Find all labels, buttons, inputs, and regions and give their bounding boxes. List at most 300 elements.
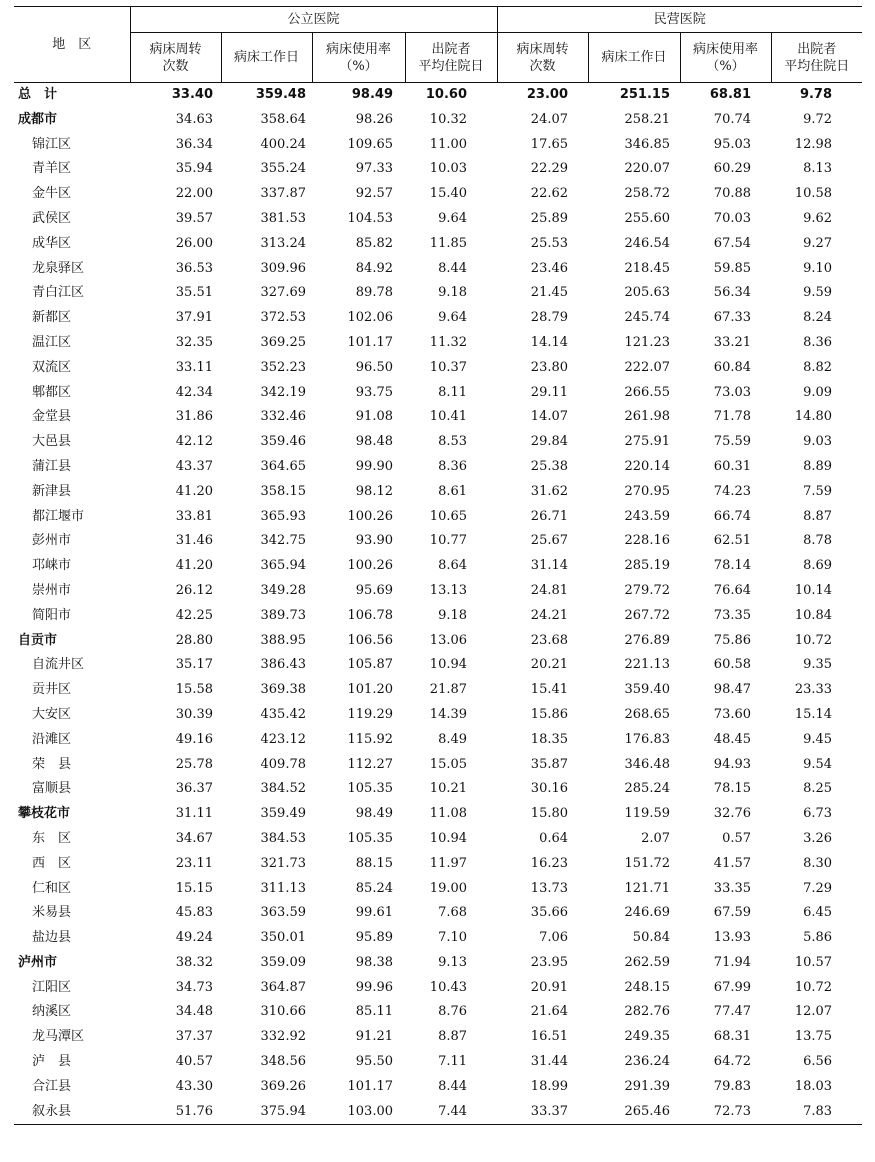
value-cell: 25.67	[530, 533, 569, 549]
value-cell: 34.67	[175, 830, 213, 846]
value-cell: 205.63	[624, 285, 671, 301]
value-cell: 105.35	[347, 781, 393, 797]
value-cell: 8.76	[438, 1004, 468, 1020]
value-cell: 68.31	[713, 1029, 752, 1045]
region-name-cell: 双流区	[32, 359, 72, 375]
value-cell: 37.37	[175, 1029, 213, 1045]
value-cell: 37.91	[175, 310, 213, 326]
value-cell: 26.12	[175, 582, 213, 598]
value-cell: 18.99	[530, 1078, 569, 1094]
value-cell: 98.12	[355, 483, 393, 499]
value-cell: 38.32	[175, 954, 213, 970]
value-cell: 9.54	[803, 756, 833, 772]
value-cell: 78.15	[713, 781, 752, 797]
region-name-cell: 叙永县	[14, 1100, 130, 1125]
value-cell: 74.23	[713, 483, 752, 499]
region-name-cell: 都江堰市	[32, 508, 85, 524]
value-cell: 31.86	[175, 409, 213, 425]
value-cell: 364.87	[260, 979, 306, 995]
value-cell: 121.23	[624, 334, 671, 350]
value-cell: 350.01	[260, 930, 306, 946]
district-row	[14, 281, 862, 306]
value-cell: 10.94	[429, 657, 468, 673]
district-row	[14, 1025, 862, 1050]
value-cell: 7.68	[438, 905, 468, 921]
value-cell: 369.25	[260, 334, 306, 350]
value-cell: 76.64	[713, 582, 752, 598]
region-column-header: 地 区	[14, 7, 130, 83]
value-cell: 285.24	[624, 781, 671, 797]
value-cell: 8.25	[803, 781, 833, 797]
value-cell: 67.54	[713, 235, 752, 251]
value-cell: 375.94	[221, 1100, 312, 1125]
value-cell: 106.56	[347, 632, 393, 648]
value-cell: 358.15	[260, 483, 306, 499]
value-cell: 33.37	[497, 1100, 588, 1125]
value-cell: 365.94	[260, 558, 306, 574]
value-cell: 258.72	[624, 186, 671, 202]
value-cell: 30.39	[175, 706, 213, 722]
hospital-bed-statistics-table	[14, 6, 862, 1125]
region-name-cell: 仁和区	[32, 880, 72, 896]
value-cell: 342.19	[260, 384, 306, 400]
value-cell: 35.17	[175, 657, 213, 673]
value-cell: 381.53	[260, 210, 306, 226]
region-name-cell: 沿滩区	[32, 731, 72, 747]
value-cell: 119.29	[347, 706, 393, 722]
value-cell: 176.83	[624, 731, 671, 747]
region-name-cell: 东 区	[32, 830, 72, 846]
value-cell: 59.85	[713, 260, 752, 276]
value-cell: 221.13	[624, 657, 671, 673]
region-name-cell: 江阳区	[32, 979, 72, 995]
value-cell: 6.56	[803, 1054, 833, 1070]
value-cell: 10.58	[794, 186, 833, 202]
region-name-cell: 简阳市	[32, 607, 72, 623]
value-cell: 68.81	[709, 87, 752, 102]
district-row	[14, 1100, 862, 1125]
district-row	[14, 356, 862, 381]
value-cell: 23.33	[794, 682, 833, 698]
region-name-cell: 金牛区	[32, 186, 72, 202]
value-cell: 18.35	[530, 731, 569, 747]
value-cell: 97.33	[355, 161, 393, 177]
value-cell: 26.00	[175, 235, 213, 251]
table-body	[14, 83, 862, 1125]
value-cell: 51.76	[130, 1100, 221, 1125]
value-cell: 26.71	[530, 508, 569, 524]
value-cell: 261.98	[624, 409, 671, 425]
region-name-cell: 泸 县	[32, 1054, 72, 1070]
value-cell: 34.73	[175, 979, 213, 995]
col-header-line: 病床使用率	[325, 41, 391, 57]
district-row	[14, 505, 862, 530]
value-cell: 10.43	[429, 979, 468, 995]
value-cell: 10.32	[429, 111, 468, 127]
total-row	[14, 83, 862, 108]
value-cell: 7.83	[771, 1100, 862, 1125]
value-cell: 24.07	[530, 111, 569, 127]
value-cell: 359.09	[260, 954, 306, 970]
col-header-public-turnover	[130, 33, 221, 83]
value-cell: 93.75	[355, 384, 393, 400]
value-cell: 337.87	[260, 186, 306, 202]
district-row	[14, 430, 862, 455]
value-cell: 359.40	[624, 682, 671, 698]
value-cell: 7.44	[405, 1100, 497, 1125]
value-cell: 243.59	[624, 508, 671, 524]
region-name-cell: 自贡市	[18, 632, 58, 648]
value-cell: 151.72	[624, 855, 671, 871]
value-cell: 17.65	[530, 136, 569, 152]
col-header-line: 出院者	[431, 41, 471, 57]
value-cell: 369.26	[260, 1078, 306, 1094]
district-row	[14, 604, 862, 629]
value-cell: 311.13	[260, 880, 306, 896]
region-name-cell: 崇州市	[32, 582, 72, 598]
value-cell: 8.61	[438, 483, 468, 499]
value-cell: 262.59	[624, 954, 671, 970]
district-row	[14, 777, 862, 802]
value-cell: 8.36	[803, 334, 833, 350]
value-cell: 60.84	[713, 359, 752, 375]
value-cell: 40.57	[175, 1054, 213, 1070]
value-cell: 91.21	[355, 1029, 393, 1045]
region-name-cell: 攀枝花市	[18, 806, 71, 822]
value-cell: 22.62	[530, 186, 569, 202]
value-cell: 11.97	[429, 855, 468, 871]
district-row	[14, 901, 862, 926]
value-cell: 85.11	[355, 1004, 393, 1020]
value-cell: 15.40	[429, 186, 468, 202]
value-cell: 103.00	[312, 1100, 405, 1125]
value-cell: 8.49	[438, 731, 468, 747]
value-cell: 285.19	[624, 558, 671, 574]
district-row	[14, 653, 862, 678]
value-cell: 60.58	[713, 657, 752, 673]
value-cell: 228.16	[624, 533, 671, 549]
value-cell: 15.86	[530, 706, 569, 722]
value-cell: 246.54	[624, 235, 671, 251]
value-cell: 77.47	[713, 1004, 752, 1020]
value-cell: 33.35	[713, 880, 752, 896]
district-row	[14, 133, 862, 158]
value-cell: 255.60	[624, 210, 671, 226]
district-row	[14, 1000, 862, 1025]
value-cell: 365.93	[260, 508, 306, 524]
region-name-cell: 荣 县	[32, 756, 72, 772]
value-cell: 349.28	[260, 582, 306, 598]
value-cell: 36.34	[175, 136, 213, 152]
value-cell: 359.49	[260, 806, 306, 822]
value-cell: 9.18	[438, 607, 468, 623]
value-cell: 8.87	[803, 508, 833, 524]
value-cell: 12.07	[794, 1004, 833, 1020]
value-cell: 251.15	[619, 87, 671, 102]
value-cell: 32.76	[713, 806, 752, 822]
district-row	[14, 579, 862, 604]
value-cell: 369.38	[260, 682, 306, 698]
value-cell: 9.35	[803, 657, 833, 673]
region-name-cell: 成都市	[18, 111, 58, 127]
value-cell: 8.87	[438, 1029, 468, 1045]
value-cell: 41.20	[175, 483, 213, 499]
value-cell: 98.26	[355, 111, 393, 127]
value-cell: 99.96	[355, 979, 393, 995]
value-cell: 121.71	[624, 880, 671, 896]
value-cell: 99.90	[355, 458, 393, 474]
value-cell: 45.83	[175, 905, 213, 921]
value-cell: 21.64	[530, 1004, 569, 1020]
value-cell: 15.80	[530, 806, 569, 822]
value-cell: 95.89	[355, 930, 393, 946]
value-cell: 11.85	[429, 235, 468, 251]
value-cell: 34.48	[175, 1004, 213, 1020]
col-header-public-avg-stay	[405, 33, 497, 83]
value-cell: 15.05	[429, 756, 468, 772]
value-cell: 75.86	[713, 632, 752, 648]
value-cell: 112.27	[347, 756, 393, 772]
value-cell: 20.21	[530, 657, 569, 673]
value-cell: 10.94	[429, 830, 468, 846]
value-cell: 42.34	[175, 384, 213, 400]
value-cell: 276.89	[624, 632, 671, 648]
value-cell: 14.80	[794, 409, 833, 425]
value-cell: 32.35	[175, 334, 213, 350]
region-name-cell: 大邑县	[32, 434, 72, 450]
value-cell: 19.00	[429, 880, 468, 896]
value-cell: 102.06	[347, 310, 393, 326]
value-cell: 9.64	[438, 310, 468, 326]
region-name-cell: 西 区	[32, 855, 72, 871]
col-header-private-turnover	[497, 33, 588, 83]
region-name-cell: 武侯区	[32, 210, 72, 226]
value-cell: 98.48	[355, 434, 393, 450]
value-cell: 275.91	[624, 434, 671, 450]
value-cell: 22.00	[175, 186, 213, 202]
district-row	[14, 926, 862, 951]
district-row	[14, 703, 862, 728]
value-cell: 15.58	[175, 682, 213, 698]
value-cell: 10.57	[794, 954, 833, 970]
value-cell: 23.80	[530, 359, 569, 375]
value-cell: 220.07	[624, 161, 671, 177]
value-cell: 95.69	[355, 582, 393, 598]
value-cell: 98.47	[713, 682, 752, 698]
col-header-line: 次数	[162, 58, 189, 74]
value-cell: 9.45	[803, 731, 833, 747]
value-cell: 115.92	[347, 731, 393, 747]
col-header-line: 病床周转	[516, 41, 569, 57]
city-row	[14, 951, 862, 976]
statistics-table-container	[14, 6, 862, 1125]
value-cell: 321.73	[260, 855, 306, 871]
region-name-cell: 龙泉驿区	[32, 260, 85, 276]
value-cell: 246.69	[624, 905, 671, 921]
value-cell: 13.93	[713, 930, 752, 946]
value-cell: 35.66	[530, 905, 569, 921]
value-cell: 70.88	[713, 186, 752, 202]
col-header-line: 病床使用率	[693, 41, 759, 57]
value-cell: 23.11	[175, 855, 213, 871]
value-cell: 14.07	[530, 409, 569, 425]
value-cell: 49.16	[175, 731, 213, 747]
value-cell: 60.29	[713, 161, 752, 177]
district-row	[14, 480, 862, 505]
value-cell: 10.84	[794, 607, 833, 623]
value-cell: 359.46	[260, 434, 306, 450]
value-cell: 332.92	[260, 1029, 306, 1045]
value-cell: 33.11	[175, 359, 213, 375]
value-cell: 41.57	[713, 855, 752, 871]
value-cell: 346.48	[624, 756, 671, 772]
value-cell: 8.13	[803, 161, 833, 177]
region-name-cell: 金堂县	[32, 409, 72, 425]
value-cell: 8.11	[438, 384, 468, 400]
value-cell: 23.95	[530, 954, 569, 970]
value-cell: 95.50	[355, 1054, 393, 1070]
value-cell: 266.55	[624, 384, 671, 400]
value-cell: 9.72	[803, 111, 833, 127]
value-cell: 0.57	[722, 830, 752, 846]
value-cell: 9.59	[803, 285, 833, 301]
value-cell: 49.24	[175, 930, 213, 946]
value-cell: 11.08	[429, 806, 468, 822]
table-header	[14, 7, 862, 83]
value-cell: 435.42	[260, 706, 306, 722]
public-hospital-group-header: 公立医院	[130, 7, 497, 33]
value-cell: 5.86	[803, 930, 833, 946]
value-cell: 7.29	[803, 880, 833, 896]
region-name-cell: 青白江区	[32, 285, 85, 301]
value-cell: 8.69	[803, 558, 833, 574]
district-row	[14, 455, 862, 480]
value-cell: 71.78	[713, 409, 752, 425]
value-cell: 9.62	[803, 210, 833, 226]
value-cell: 346.85	[624, 136, 671, 152]
region-name-cell: 总 计	[18, 87, 58, 102]
value-cell: 15.15	[175, 880, 213, 896]
region-name-cell: 青羊区	[32, 161, 72, 177]
value-cell: 72.73	[680, 1100, 771, 1125]
value-cell: 8.82	[803, 359, 833, 375]
value-cell: 10.21	[429, 781, 468, 797]
district-row	[14, 306, 862, 331]
value-cell: 31.11	[175, 806, 213, 822]
value-cell: 258.21	[624, 111, 671, 127]
value-cell: 8.78	[803, 533, 833, 549]
col-header-line: 病床工作日	[233, 50, 299, 65]
value-cell: 70.03	[713, 210, 752, 226]
value-cell: 267.72	[624, 607, 671, 623]
value-cell: 15.41	[530, 682, 569, 698]
value-cell: 384.52	[260, 781, 306, 797]
value-cell: 355.24	[260, 161, 306, 177]
value-cell: 105.35	[347, 830, 393, 846]
value-cell: 73.03	[713, 384, 752, 400]
value-cell: 10.77	[429, 533, 468, 549]
value-cell: 268.65	[624, 706, 671, 722]
value-cell: 10.41	[429, 409, 468, 425]
value-cell: 21.87	[429, 682, 468, 698]
value-cell: 99.61	[355, 905, 393, 921]
value-cell: 70.74	[713, 111, 752, 127]
region-name-cell: 温江区	[32, 334, 72, 350]
col-header-line: （%）	[706, 58, 745, 74]
value-cell: 10.72	[794, 979, 833, 995]
value-cell: 42.25	[175, 607, 213, 623]
value-cell: 2.07	[641, 830, 671, 846]
value-cell: 43.30	[175, 1078, 213, 1094]
value-cell: 8.44	[438, 260, 468, 276]
value-cell: 56.34	[713, 285, 752, 301]
value-cell: 9.13	[438, 954, 468, 970]
value-cell: 327.69	[260, 285, 306, 301]
value-cell: 8.36	[438, 458, 468, 474]
value-cell: 358.64	[260, 111, 306, 127]
value-cell: 245.74	[624, 310, 671, 326]
value-cell: 236.24	[624, 1054, 671, 1070]
value-cell: 8.53	[438, 434, 468, 450]
region-name-cell: 蒲江县	[32, 458, 72, 474]
value-cell: 10.37	[429, 359, 468, 375]
value-cell: 30.16	[530, 781, 569, 797]
value-cell: 279.72	[624, 582, 671, 598]
value-cell: 29.84	[530, 434, 569, 450]
value-cell: 101.20	[347, 682, 393, 698]
value-cell: 359.48	[255, 87, 306, 102]
value-cell: 98.49	[355, 806, 393, 822]
value-cell: 14.14	[530, 334, 569, 350]
value-cell: 31.14	[530, 558, 569, 574]
region-name-cell: 大安区	[32, 706, 72, 722]
value-cell: 31.62	[530, 483, 569, 499]
col-header-line: 病床周转	[149, 41, 202, 57]
value-cell: 16.23	[530, 855, 569, 871]
value-cell: 18.03	[794, 1078, 833, 1094]
value-cell: 35.87	[530, 756, 569, 772]
value-cell: 386.43	[260, 657, 306, 673]
value-cell: 75.59	[713, 434, 752, 450]
district-row	[14, 852, 862, 877]
city-row	[14, 629, 862, 654]
value-cell: 85.24	[355, 880, 393, 896]
value-cell: 73.60	[713, 706, 752, 722]
value-cell: 28.80	[175, 632, 213, 648]
value-cell: 25.38	[530, 458, 569, 474]
value-cell: 7.10	[438, 930, 468, 946]
value-cell: 309.96	[260, 260, 306, 276]
value-cell: 36.53	[175, 260, 213, 276]
value-cell: 409.78	[260, 756, 306, 772]
district-row	[14, 678, 862, 703]
col-header-line: 出院者	[797, 41, 837, 57]
value-cell: 24.81	[530, 582, 569, 598]
value-cell: 342.75	[260, 533, 306, 549]
value-cell: 13.13	[429, 582, 468, 598]
value-cell: 372.53	[260, 310, 306, 326]
value-cell: 29.11	[530, 384, 569, 400]
region-name-cell: 龙马潭区	[32, 1029, 85, 1045]
value-cell: 9.78	[799, 87, 833, 102]
value-cell: 348.56	[260, 1054, 306, 1070]
value-cell: 21.45	[530, 285, 569, 301]
value-cell: 389.73	[260, 607, 306, 623]
district-row	[14, 232, 862, 257]
value-cell: 384.53	[260, 830, 306, 846]
value-cell: 7.59	[803, 483, 833, 499]
region-name-cell: 彭州市	[32, 533, 72, 549]
